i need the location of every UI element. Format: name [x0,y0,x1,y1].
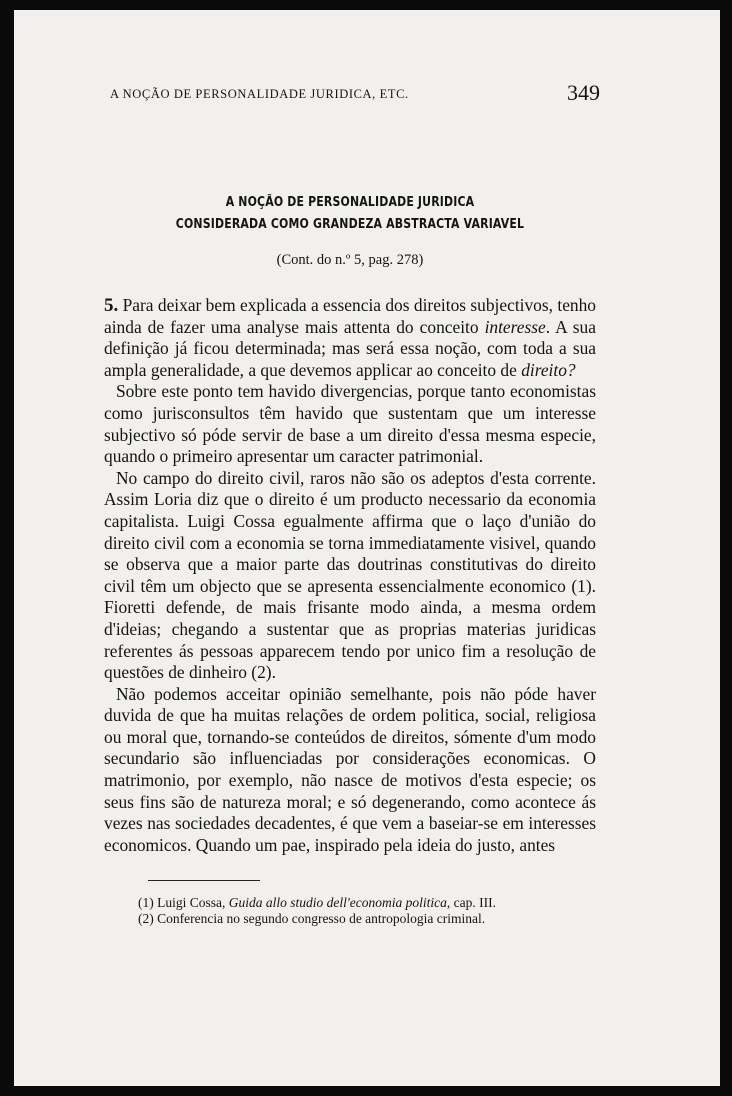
paragraph-4: Não podemos acceitar opinião semelhante, pois não póde haver duvida de que ha muitas relações de ordem politica, social, religiosa ou moral que, tornando-se conteúdos de direitos, sómente d'um modo secundario são influenciadas por considerações economicas. O matrimonio, por exemplo, não nasce de motivos d'esta especie; os seus fins são de natureza moral; e só degenerando, como acontece ás vezes nas sociedades decadentes, é que vem a baseiar-se em interesses economicos. Quando um pae, inspirado pela ideia do justo, antes [104,683,596,855]
footnote-rule [148,880,260,881]
body-text [104,295,596,856]
running-head-title: A NOÇÃO DE PERSONALIDADE JURIDICA, ETC. [110,87,409,101]
term-interesse: interesse [484,316,546,337]
page-number: 349 [567,80,600,105]
footnote-1-work: Guida allo studio dell'economia politica [228,895,447,911]
page-scan [14,10,720,1086]
footnote-1-author: Luigi Cossa, [157,895,229,911]
article-title-line-2: CONSIDERADA COMO GRANDEZA ABSTRACTA VARIAVEL [175,217,525,232]
footnote-1-marker: (1) [138,895,158,911]
paragraph-3: No campo do direito civil, raros não são os adeptos d'esta corrente. Assim Loria diz que o direito é um producto necessario da economia capitalista. Luigi Cossa egualmente affirma que o laço d'união do direito civil com a economia se torna immediatamente visivel, quando se observa que a maior parte das doutrinas constitutivas do direito civil têm um objecto que se apresenta essencialmente economico (1). Fioretti defende, de mais frisante modo ainda, a mesma ordem d'ideias; chegando a sustentar que as proprias materias juridicas referentes ás pessoas apparecem tendo por unico fim a resolução de questões de dinheiro (2). [104,467,596,683]
footnote-1-rest: , cap. III. [446,895,496,911]
footnote-2: (2) Conferencia no segundo congresso de antropologia criminal. [138,911,486,927]
term-direito: direito? [521,359,576,380]
article-title-line-1: A NOÇÃO DE PERSONALIDADE JURIDICA [225,195,475,210]
paragraph-2: Sobre este ponto tem havido divergencias, porque tanto economistas como jurisconsultos têm havido que sustentam que um interesse subjectivo só póde servir de base a um direito d'essa mesma especie, quando o primeiro apresentar um caracter patrimonial. [104,381,596,467]
paragraph-1-part-b: . A sua definição já ficou determinada; mas será essa noção, com toda a sua ampla generalidade, a que devemos applicar ao conceito de [104,316,596,380]
paragraph-1 [104,295,596,381]
paragraph-1-part-a: Para deixar bem explicada a essencia dos direitos subjectivos, tenho ainda de fazer uma analyse mais attenta do conceito [104,295,596,337]
section-number: 5. [104,295,119,316]
page-content [104,80,600,927]
article-title [143,192,556,236]
continuation-note: (Cont. do n.º 5, pag. 278) [276,252,424,268]
running-head [104,80,600,110]
footnote-1 [138,895,596,911]
footnotes [104,880,596,927]
